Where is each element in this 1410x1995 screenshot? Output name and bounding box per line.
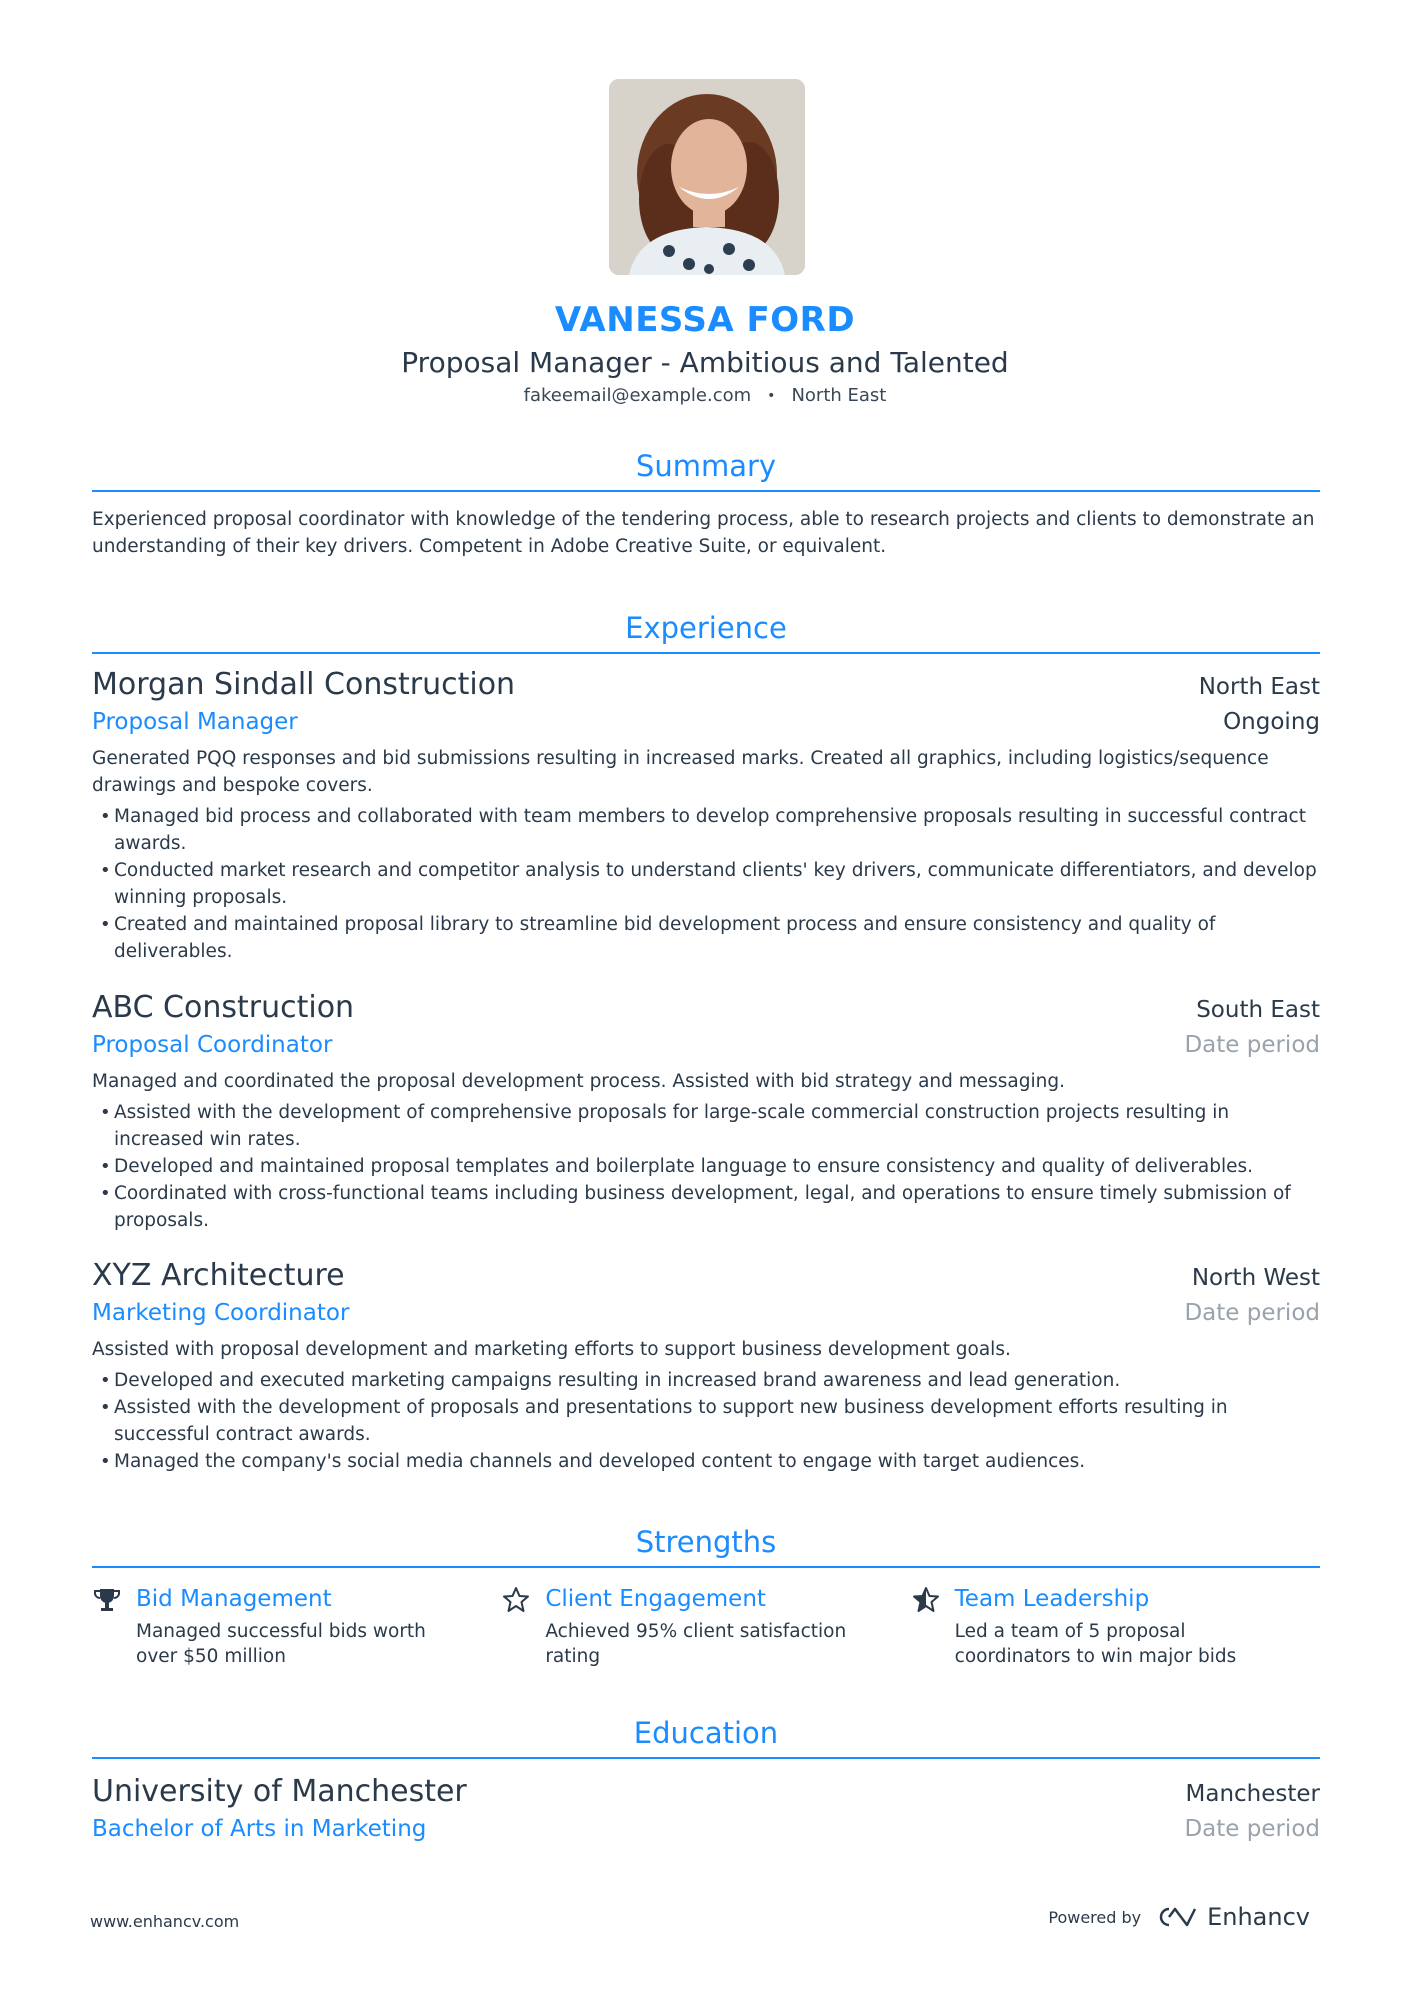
contact-separator: • <box>767 388 776 404</box>
section-title-strengths: Strengths <box>635 1525 777 1559</box>
section-title-experience: Experience <box>625 611 787 645</box>
brand-name: Enhancv <box>1207 1903 1310 1931</box>
experience-entry <box>92 665 1320 965</box>
trophy-icon <box>92 1585 122 1615</box>
profile-photo <box>609 79 805 275</box>
candidate-headline: Proposal Manager - Ambitious and Talented <box>401 346 1009 379</box>
bullet-icon: • <box>100 806 111 827</box>
experience-entry <box>92 1256 1320 1475</box>
company-name: XYZ Architecture <box>92 1258 345 1293</box>
enhancv-logo[interactable] <box>1155 1903 1310 1931</box>
job-location: North West <box>1191 1265 1320 1291</box>
strength-description: Managed successful bids worth over $50 million <box>136 1621 426 1667</box>
job-location: South East <box>1196 997 1320 1023</box>
bullet-icon: • <box>100 1183 111 1204</box>
strength-item <box>92 1583 501 1669</box>
education-entry <box>92 1772 1320 1846</box>
achievement-item: • Conducted market research and competitor analysis to understand clients' key drivers, communicate differentiators, and develop winning proposals. <box>92 857 1320 911</box>
job-description: Managed and coordinated the proposal development process. Assisted with bid strategy and messaging. <box>92 1071 1066 1092</box>
powered-by-text: Powered by <box>1048 1907 1142 1927</box>
strength-title: Bid Management <box>136 1586 332 1612</box>
footer-branding <box>1048 1903 1310 1931</box>
job-location: North East <box>1198 674 1320 700</box>
summary-text: Experienced proposal coordinator with knowledge of the tendering process, able to research projects and clients to demonstrate an understanding of their key drivers. Competent in Adobe Creative Suite, or equivalent. <box>92 509 1315 557</box>
achievement-item: • Managed bid process and collaborated with team members to develop comprehensive proposals resulting in successful contract awards. <box>92 803 1320 857</box>
resume-header <box>0 296 1410 410</box>
bullet-icon: • <box>100 914 111 935</box>
school-name: University of Manchester <box>92 1774 467 1809</box>
achievement-list <box>92 1099 1320 1234</box>
strength-item <box>501 1583 910 1669</box>
strength-item <box>911 1583 1320 1669</box>
achievement-item: • Created and maintained proposal library to streamline bid development process and ensure consistency and quality of deliverables. <box>92 911 1320 965</box>
achievement-item: • Developed and executed marketing campaigns resulting in increased brand awareness and lead generation. <box>92 1367 1320 1394</box>
section-title-education: Education <box>633 1716 779 1750</box>
enhancv-logo-icon <box>1155 1905 1201 1929</box>
location-text: North East <box>791 385 887 406</box>
company-name: Morgan Sindall Construction <box>92 667 516 702</box>
email-text[interactable]: fakeemail@example.com <box>523 385 752 406</box>
bullet-icon: • <box>100 1156 111 1177</box>
bullet-icon: • <box>100 860 111 881</box>
job-title: Proposal Coordinator <box>92 1032 333 1058</box>
job-date: Date period <box>1184 1300 1320 1326</box>
strengths-list <box>92 1583 1320 1669</box>
strength-description: Led a team of 5 proposal coordinators to win major bids <box>954 1621 1237 1667</box>
education-date: Date period <box>1184 1816 1320 1842</box>
job-date: Ongoing <box>1223 709 1320 735</box>
degree-title: Bachelor of Arts in Marketing <box>92 1816 427 1842</box>
section-divider <box>92 652 1320 654</box>
job-description: Assisted with proposal development and marketing efforts to support business development goals. <box>92 1339 1011 1360</box>
achievement-item: • Developed and maintained proposal templates and boilerplate language to ensure consistency and quality of deliverables. <box>92 1153 1320 1180</box>
bullet-icon: • <box>100 1397 111 1418</box>
job-date: Date period <box>1184 1032 1320 1058</box>
contact-line <box>0 382 1410 410</box>
section-divider <box>92 1757 1320 1759</box>
strength-description: Achieved 95% client satisfaction rating <box>545 1621 847 1667</box>
bullet-icon: • <box>100 1102 111 1123</box>
job-description: Generated PQQ responses and bid submissions resulting in increased marks. Created all graphics, including logistics/sequence drawings and bespoke covers. <box>92 748 1269 796</box>
section-title-summary: Summary <box>635 449 777 483</box>
bullet-icon: • <box>100 1370 111 1391</box>
bullet-icon: • <box>100 1451 111 1472</box>
achievement-item: • Assisted with the development of proposals and presentations to support new business development efforts resulting in successful contract awards. <box>92 1394 1320 1448</box>
achievement-list <box>92 803 1320 965</box>
footer-website[interactable]: www.enhancv.com <box>90 1912 240 1931</box>
school-location: Manchester <box>1185 1781 1320 1807</box>
star-outline-icon <box>501 1585 531 1615</box>
job-title: Marketing Coordinator <box>92 1300 350 1326</box>
strength-title: Team Leadership <box>954 1586 1150 1612</box>
achievement-item: • Coordinated with cross-functional teams including business development, legal, and operations to ensure timely submission of proposals. <box>92 1180 1320 1234</box>
section-divider <box>92 1566 1320 1568</box>
company-name: ABC Construction <box>92 990 355 1025</box>
strength-title: Client Engagement <box>545 1586 766 1612</box>
achievement-item: • Managed the company's social media channels and developed content to engage with target audiences. <box>92 1448 1320 1475</box>
candidate-name: VANESSA FORD <box>554 300 856 340</box>
achievement-item: • Assisted with the development of comprehensive proposals for large-scale commercial construction projects resulting in increased win rates. <box>92 1099 1320 1153</box>
experience-entry <box>92 988 1320 1234</box>
section-divider <box>92 490 1320 492</box>
job-title: Proposal Manager <box>92 709 298 735</box>
star-half-icon <box>911 1585 941 1615</box>
achievement-list <box>92 1367 1320 1475</box>
